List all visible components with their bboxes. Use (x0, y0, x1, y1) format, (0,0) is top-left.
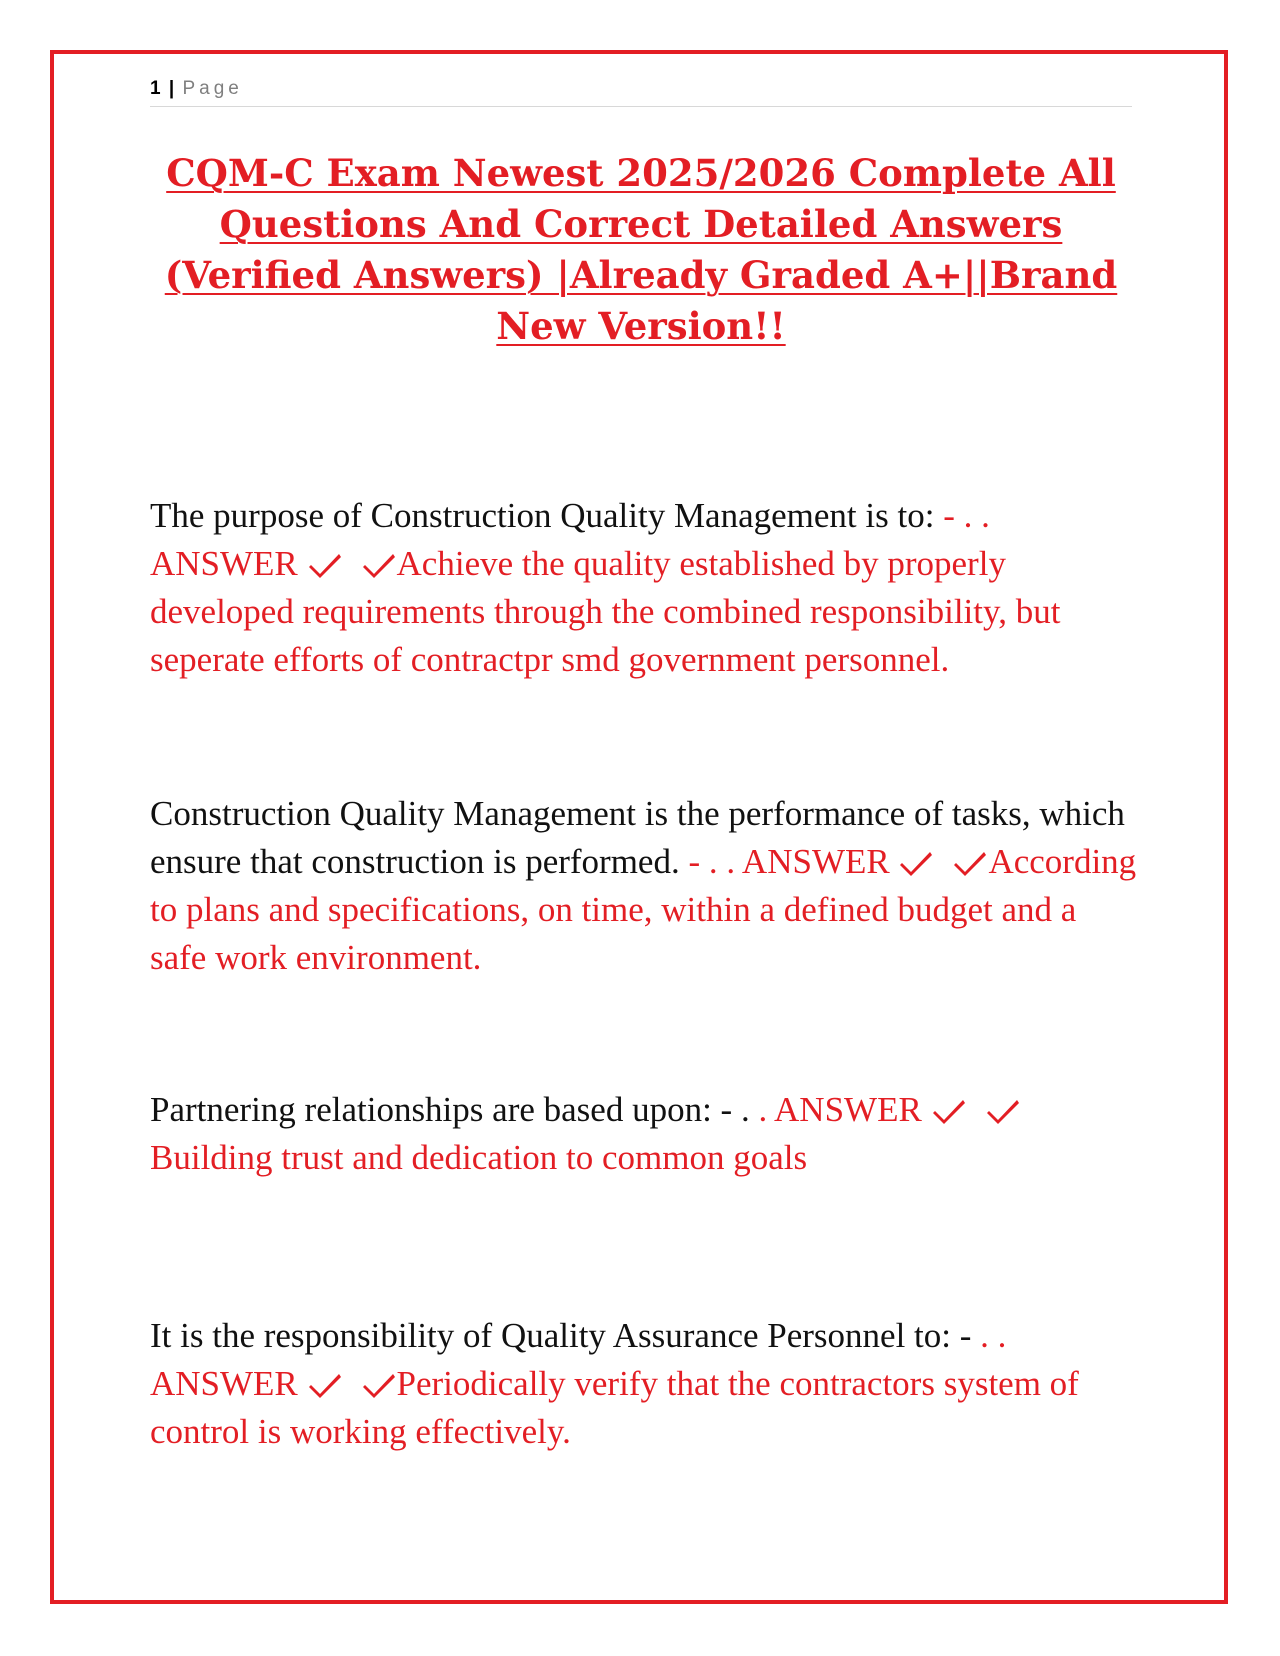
checkmark-icon (361, 549, 397, 579)
checkmark-icon (361, 1369, 397, 1399)
answer-text: Periodically verify that the contractors system of control is working effectively. (150, 1364, 1079, 1451)
answer-text: Building trust and dedication to common goals (150, 1138, 808, 1177)
answer-lead: . ANSWER (758, 1090, 922, 1129)
answer-text: Achieve the quality established by properly developed requirements through the combined responsibility, but seperate efforts of contractpr smd government personnel. (150, 544, 1061, 679)
checkmark-icon (307, 1369, 343, 1399)
checkmark-icon (307, 549, 343, 579)
page-number: 1 (150, 78, 161, 99)
question-text: Construction Quality Management is the performance of tasks, which ensure that construction is performed. (150, 794, 1125, 881)
checkmark-icon (898, 847, 934, 877)
answer-lead: - . . ANSWER (688, 842, 890, 881)
qa-item-2 (150, 790, 1140, 982)
checkmark-icon (952, 847, 988, 877)
page-header (150, 78, 1132, 107)
question-text: It is the responsibility of Quality Assurance Personnel to: - (150, 1316, 981, 1355)
answer-lead: . . ANSWER (150, 1316, 1007, 1403)
answer-text: According to plans and specifications, on time, within a defined budget and a safe work environment. (150, 842, 1137, 977)
answer-lead: - . . ANSWER (150, 496, 990, 583)
qa-item-4 (150, 1312, 1140, 1456)
checkmark-icon (985, 1095, 1021, 1125)
page-label: Page (182, 78, 243, 99)
qa-item-3 (150, 1086, 1140, 1182)
question-text: The purpose of Construction Quality Management is to: (150, 496, 944, 535)
checkmark-icon (931, 1095, 967, 1125)
question-text: Partnering relationships are based upon: - . (150, 1090, 759, 1129)
header-separator: | (168, 78, 175, 99)
document-title: CQM-C Exam Newest 2025/2026 Complete All Questions And Correct Detailed Answers (Verified Answers) |Already Graded A+||Brand New Version!! (164, 151, 1118, 348)
qa-item-1 (150, 492, 1140, 684)
